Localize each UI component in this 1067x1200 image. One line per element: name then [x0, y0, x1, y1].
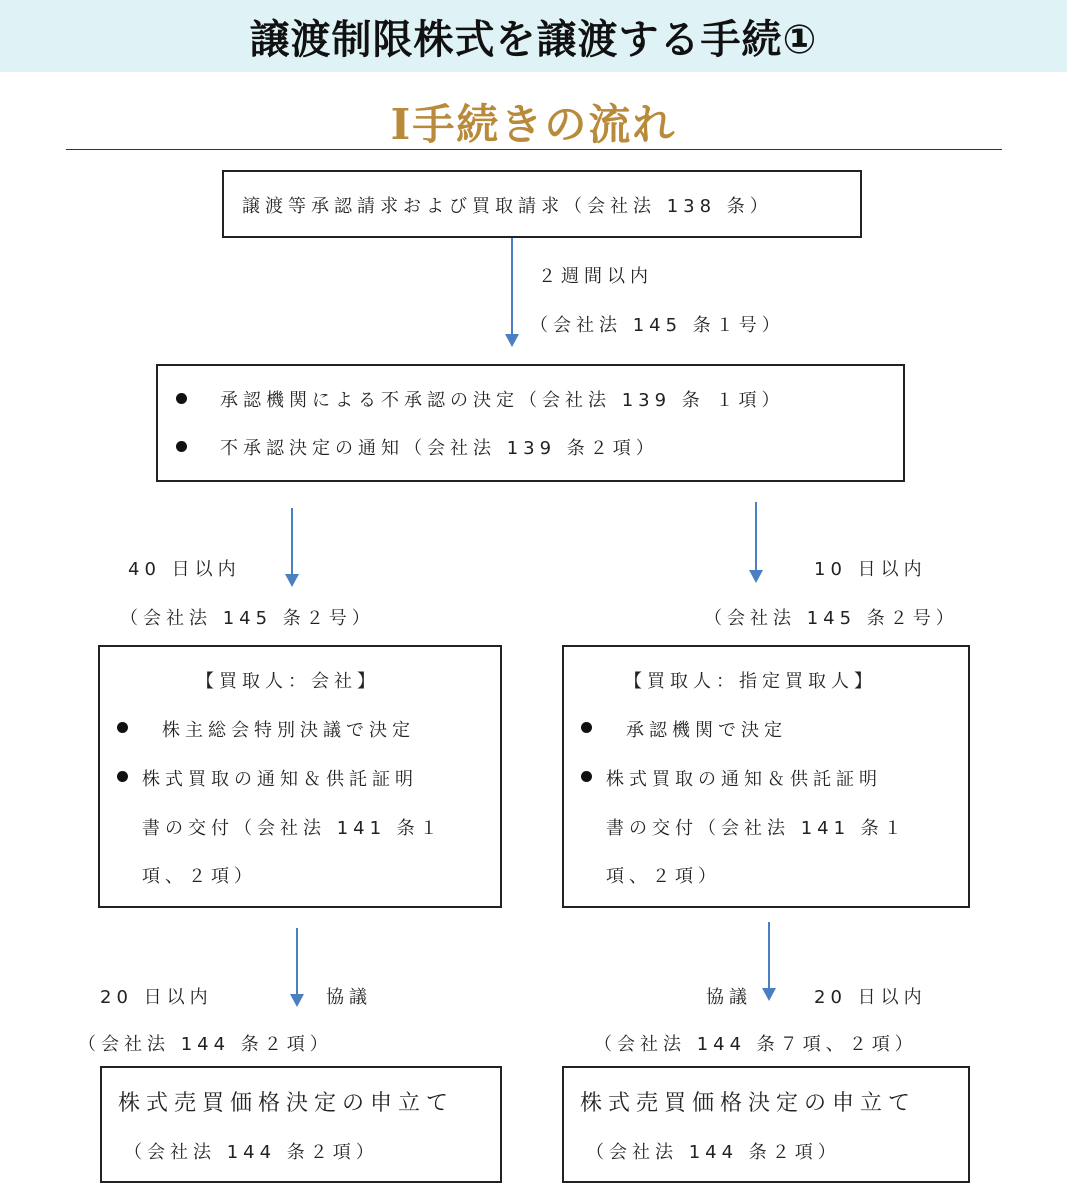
- bullet-icon: [176, 441, 187, 452]
- step2-item1: 承認機関による不承認の決定（会社法 139 条 １項）: [220, 390, 785, 411]
- step2-item2: 不承認決定の通知（会社法 139 条２項）: [220, 438, 659, 459]
- section-subtitle: Ⅰ手続きの流れ: [390, 100, 677, 149]
- final-left-line1: 株式売買価格決定の申立て: [118, 1091, 455, 1116]
- bullet-icon: [117, 771, 128, 782]
- final-right-box: [562, 1066, 970, 1183]
- buyer-designated-heading: 【買取人：指定買取人】: [624, 671, 877, 692]
- final-right-line2: （会社法 144 条２項）: [586, 1142, 841, 1163]
- buyer-company-item1: 株主総会特別決議で決定: [162, 720, 415, 741]
- arrow-left-to-final-head: [290, 994, 304, 1007]
- buyer-company-heading: 【買取人：会社】: [196, 671, 380, 692]
- bullet-icon: [117, 722, 128, 733]
- step1-text: 譲渡等承認請求および買取請求（会社法 138 条）: [242, 196, 773, 217]
- buyer-company-item2-line2: 書の交付（会社法 141 条１: [142, 818, 443, 839]
- right-arrow-law: （会社法 145 条２号）: [704, 608, 959, 629]
- right-arrow2-label: 協議: [706, 987, 752, 1008]
- buyer-designated-item1: 承認機関で決定: [626, 720, 787, 741]
- step2-box: [156, 364, 905, 482]
- buyer-company-item2-line1: 株式買取の通知＆供託証明: [142, 769, 418, 790]
- buyer-company-item2-line3: 項、２項）: [142, 866, 257, 887]
- arrow-right-to-designated-head: [749, 570, 763, 583]
- bullet-icon: [581, 771, 592, 782]
- left-arrow-law: （会社法 145 条２号）: [120, 608, 375, 629]
- final-left-line2: （会社法 144 条２項）: [124, 1142, 379, 1163]
- arrow1-label-law: （会社法 145 条１号）: [530, 315, 785, 336]
- buyer-designated-item2-line2: 書の交付（会社法 141 条１: [606, 818, 907, 839]
- left-arrow2-law: （会社法 144 条２項）: [78, 1034, 333, 1055]
- arrow-right-to-final-head: [762, 988, 776, 1001]
- arrow-step1-to-step2-head: [505, 334, 519, 347]
- buyer-designated-item2-line3: 項、２項）: [606, 866, 721, 887]
- left-arrow2-label: 協議: [326, 987, 372, 1008]
- right-arrow2-law: （会社法 144 条７項、２項）: [594, 1034, 918, 1055]
- bullet-icon: [581, 722, 592, 733]
- arrow-left-to-company-head: [285, 574, 299, 587]
- buyer-designated-item2-line1: 株式買取の通知＆供託証明: [606, 769, 882, 790]
- right-arrow-period: 10 日以内: [814, 559, 927, 580]
- final-left-box: [100, 1066, 502, 1183]
- right-arrow2-days: 20 日以内: [814, 987, 927, 1008]
- arrow1-label-period: ２週間以内: [538, 266, 653, 287]
- left-arrow2-days: 20 日以内: [100, 987, 213, 1008]
- final-right-line1: 株式売買価格決定の申立て: [580, 1091, 917, 1116]
- bullet-icon: [176, 393, 187, 404]
- left-arrow-period: 40 日以内: [128, 559, 241, 580]
- page-title: 譲渡制限株式を譲渡する手続①: [249, 16, 818, 63]
